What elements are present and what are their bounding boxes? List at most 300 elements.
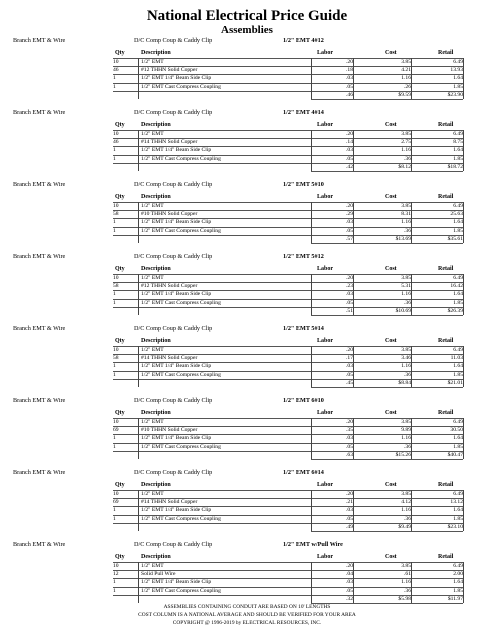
row-labor: .18: [346, 67, 353, 74]
total-labor: .32: [346, 595, 353, 602]
row-cost: .36: [404, 155, 411, 162]
row-cost: 1.16: [401, 219, 411, 226]
row-qty: 1: [113, 227, 116, 234]
row-cost: .26: [404, 83, 411, 90]
row-retail: 16.42: [450, 283, 463, 290]
assembly-section: [0, 396, 494, 468]
row-labor: .03: [346, 219, 353, 226]
row-cost: 3.85: [401, 131, 411, 137]
row-retail: 6.49: [453, 419, 463, 425]
col-labor-header: Labor: [317, 50, 334, 56]
section-header: [0, 540, 494, 549]
row-labor: .05: [346, 83, 353, 90]
row-qty: 58: [113, 355, 119, 362]
row-description: 1/2" EMT 1/4" Beam Side Clip: [141, 579, 212, 586]
row-qty: 1: [113, 579, 116, 586]
section-category: Branch EMT & Wire: [13, 469, 66, 476]
total-cost: $10.69: [395, 307, 411, 314]
row-labor: .03: [346, 579, 353, 586]
row-cost: 4.12: [401, 499, 411, 506]
totals-bottom-rule: [311, 171, 463, 172]
section-method: D/C Comp Coup & Caddy Clip: [134, 325, 213, 332]
col-cost-header: Cost: [385, 410, 397, 416]
footer-note-2: COST COLUMN IS A NATIONAL AVERAGE AND SHOULD BE VERIFIED FOR YOUR AREA: [138, 612, 356, 618]
row-cost: 1.16: [401, 507, 411, 514]
assembly-section: [0, 36, 494, 108]
row-labor: .20: [346, 275, 353, 281]
row-retail: 25.63: [450, 211, 463, 218]
row-qty: 1: [113, 147, 116, 154]
line-items: [113, 490, 463, 523]
row-description: 1/2" EMT: [141, 491, 164, 497]
totals-bottom-rule: [311, 99, 463, 100]
row-cost: 9.89: [401, 427, 411, 434]
row-qty: 1: [113, 219, 116, 226]
row-labor: .03: [346, 75, 353, 82]
total-labor: .46: [346, 91, 353, 98]
row-cost: 3.85: [401, 59, 411, 65]
row-cost: 2.75: [401, 139, 411, 146]
total-labor: .51: [346, 307, 353, 314]
totals-bottom-rule: [311, 315, 463, 316]
total-labor: .45: [346, 379, 353, 386]
row-description: 1/2" EMT: [141, 563, 164, 569]
total-labor: .63: [346, 451, 353, 458]
row-qty: 10: [113, 59, 119, 65]
row-cost: .61: [404, 571, 411, 578]
row-description: 1/2" EMT: [141, 59, 164, 65]
col-retail-header: Retail: [438, 554, 454, 560]
row-retail: 6.49: [453, 275, 463, 281]
row-qty: 1: [113, 75, 116, 82]
column-rule: [463, 418, 464, 459]
row-cost: 3.46: [401, 355, 411, 362]
col-description-header: Description: [141, 266, 171, 272]
total-cost: $9.59: [398, 91, 411, 98]
row-labor: .05: [346, 155, 353, 162]
row-labor: .05: [346, 227, 353, 234]
row-labor: .03: [346, 435, 353, 442]
column-headers: [113, 265, 463, 273]
row-description: 1/2" EMT Cast Compress Coupling: [141, 587, 221, 594]
row-description: 1/2" EMT: [141, 203, 164, 209]
row-retail: 1.85: [453, 299, 463, 306]
row-qty: 46: [113, 139, 119, 146]
section-method: D/C Comp Coup & Caddy Clip: [134, 397, 213, 404]
row-cost: 1.16: [401, 579, 411, 586]
section-category: Branch EMT & Wire: [13, 397, 66, 404]
row-qty: 10: [113, 491, 119, 497]
section-header: [0, 396, 494, 405]
row-cost: 8.31: [401, 211, 411, 218]
total-retail: $18.72: [447, 163, 463, 170]
row-retail: 1.85: [453, 371, 463, 378]
section-category: Branch EMT & Wire: [13, 181, 66, 188]
col-retail-header: Retail: [438, 338, 454, 344]
row-description: Solid Pull Wire: [141, 571, 176, 578]
col-qty-header: Qty: [115, 482, 125, 488]
column-rule: [463, 202, 464, 243]
row-qty: 46: [113, 67, 119, 74]
row-cost: .36: [404, 443, 411, 450]
row-labor: .20: [346, 59, 353, 65]
col-labor-header: Labor: [317, 194, 334, 200]
col-qty-header: Qty: [115, 194, 125, 200]
row-labor: .17: [346, 355, 353, 362]
row-labor: .20: [346, 131, 353, 137]
col-description-header: Description: [141, 554, 171, 560]
col-qty-header: Qty: [115, 50, 125, 56]
column-headers: [113, 121, 463, 129]
row-cost: 1.16: [401, 435, 411, 442]
col-description-header: Description: [141, 50, 171, 56]
row-qty: 1: [113, 435, 116, 442]
assembly-section: [0, 180, 494, 252]
col-labor-header: Labor: [317, 122, 334, 128]
line-items: [113, 130, 463, 163]
col-cost-header: Cost: [385, 50, 397, 56]
col-cost-header: Cost: [385, 194, 397, 200]
row-qty: 10: [113, 347, 119, 353]
row-description: 1/2" EMT 1/4" Beam Side Clip: [141, 507, 212, 514]
row-description: #14 THHN Solid Copper: [141, 499, 198, 506]
row-retail: 6.49: [453, 59, 463, 65]
column-headers: [113, 337, 463, 345]
row-labor: .21: [346, 499, 353, 506]
totals-row: [113, 523, 463, 531]
col-qty-header: Qty: [115, 338, 125, 344]
row-qty: 10: [113, 563, 119, 569]
row-description: #14 THHN Solid Copper: [141, 139, 198, 146]
assembly-section: [0, 108, 494, 180]
row-labor: .04: [346, 571, 353, 578]
col-description-header: Description: [141, 194, 171, 200]
totals-row: [113, 235, 463, 243]
totals-bottom-rule: [311, 459, 463, 460]
row-qty: 69: [113, 427, 119, 434]
row-cost: .36: [404, 227, 411, 234]
col-retail-header: Retail: [438, 50, 454, 56]
row-description: 1/2" EMT 1/4" Beam Side Clip: [141, 435, 212, 442]
section-assembly-name: 1/2" EMT 5#14: [283, 325, 324, 332]
line-items: [113, 418, 463, 451]
assembly-section: [0, 540, 494, 612]
totals-row: [113, 307, 463, 315]
row-cost: 3.85: [401, 203, 411, 209]
row-description: #12 THHN Solid Copper: [141, 67, 198, 74]
col-description-header: Description: [141, 410, 171, 416]
totals-row: [113, 595, 463, 603]
total-retail: $26.39: [447, 307, 463, 314]
row-description: 1/2" EMT 1/4" Beam Side Clip: [141, 147, 212, 154]
section-assembly-name: 1/2" EMT 4#12: [283, 37, 324, 44]
row-qty: 1: [113, 371, 116, 378]
row-qty: 1: [113, 83, 116, 90]
assembly-section: [0, 252, 494, 324]
totals-row: [113, 451, 463, 459]
page-subtitle: Assemblies: [221, 24, 273, 36]
row-retail: 1.85: [453, 443, 463, 450]
row-labor: .29: [346, 211, 353, 218]
row-labor: .03: [346, 147, 353, 154]
col-retail-header: Retail: [438, 194, 454, 200]
section-header: [0, 108, 494, 117]
total-cost: $8.12: [398, 163, 411, 170]
total-labor: .42: [346, 163, 353, 170]
row-qty: 10: [113, 203, 119, 209]
row-retail: 1.64: [453, 219, 463, 226]
section-assembly-name: 1/2" EMT 6#10: [283, 397, 324, 404]
row-qty: 1: [113, 443, 116, 450]
assembly-section: [0, 468, 494, 540]
col-cost-header: Cost: [385, 482, 397, 488]
row-cost: 3.85: [401, 347, 411, 353]
column-rule: [463, 274, 464, 315]
total-labor: .49: [346, 523, 353, 530]
row-retail: 8.75: [453, 139, 463, 146]
row-description: 1/2" EMT Cast Compress Coupling: [141, 443, 221, 450]
section-header: [0, 180, 494, 189]
row-retail: 13.12: [450, 499, 463, 506]
row-labor: .20: [346, 563, 353, 569]
row-retail: 30.50: [450, 427, 463, 434]
row-qty: 69: [113, 499, 119, 506]
column-rule: [463, 562, 464, 603]
column-headers: [113, 193, 463, 201]
col-qty-header: Qty: [115, 266, 125, 272]
row-description: #14 THHN Solid Copper: [141, 355, 198, 362]
row-cost: 1.16: [401, 147, 411, 154]
total-cost: $9.49: [398, 523, 411, 530]
footer-note-1: ASSEMBLIES CONTAINING CONDUIT ARE BASED ON 10' LENGTHS: [163, 604, 331, 610]
row-retail: 1.85: [453, 83, 463, 90]
section-method: D/C Comp Coup & Caddy Clip: [134, 253, 213, 260]
col-description-header: Description: [141, 338, 171, 344]
row-retail: 6.49: [453, 131, 463, 137]
row-labor: .05: [346, 515, 353, 522]
row-labor: .20: [346, 203, 353, 209]
row-qty: 10: [113, 275, 119, 281]
line-items: [113, 58, 463, 91]
row-description: #10 THHN Solid Copper: [141, 427, 198, 434]
col-retail-header: Retail: [438, 122, 454, 128]
row-description: 1/2" EMT Cast Compress Coupling: [141, 371, 221, 378]
row-cost: 1.16: [401, 291, 411, 298]
row-description: 1/2" EMT: [141, 131, 164, 137]
row-description: 1/2" EMT Cast Compress Coupling: [141, 299, 221, 306]
totals-bottom-rule: [311, 531, 463, 532]
col-cost-header: Cost: [385, 554, 397, 560]
column-headers: [113, 409, 463, 417]
col-qty-header: Qty: [115, 122, 125, 128]
section-category: Branch EMT & Wire: [13, 109, 66, 116]
row-cost: .36: [404, 515, 411, 522]
row-description: 1/2" EMT Cast Compress Coupling: [141, 227, 221, 234]
row-description: 1/2" EMT: [141, 275, 164, 281]
total-retail: $11.97: [447, 595, 463, 602]
column-rule: [463, 346, 464, 387]
row-cost: 3.85: [401, 419, 411, 425]
assemblies-list: [0, 36, 494, 612]
row-qty: 1: [113, 507, 116, 514]
section-assembly-name: 1/2" EMT 5#10: [283, 181, 324, 188]
row-qty: 1: [113, 363, 116, 370]
row-cost: 3.85: [401, 491, 411, 497]
row-qty: 12: [113, 571, 119, 578]
row-retail: 1.64: [453, 147, 463, 154]
totals-row: [113, 379, 463, 387]
section-assembly-name: 1/2" EMT 6#14: [283, 469, 324, 476]
column-headers: [113, 49, 463, 57]
section-method: D/C Comp Coup & Caddy Clip: [134, 109, 213, 116]
section-assembly-name: 1/2" EMT 4#14: [283, 109, 324, 116]
row-cost: 5.31: [401, 283, 411, 290]
row-retail: 6.49: [453, 563, 463, 569]
row-labor: .20: [346, 347, 353, 353]
row-retail: 11.03: [450, 355, 463, 362]
page-title: National Electrical Price Guide: [146, 8, 348, 24]
col-description-header: Description: [141, 122, 171, 128]
section-method: D/C Comp Coup & Caddy Clip: [134, 181, 213, 188]
assembly-section: [0, 324, 494, 396]
column-rule: [463, 130, 464, 171]
column-headers: [113, 481, 463, 489]
row-qty: 1: [113, 587, 116, 594]
row-labor: .03: [346, 291, 353, 298]
row-qty: 10: [113, 131, 119, 137]
col-description-header: Description: [141, 482, 171, 488]
row-labor: .03: [346, 507, 353, 514]
column-headers: [113, 553, 463, 561]
row-retail: 1.64: [453, 435, 463, 442]
section-header: [0, 36, 494, 45]
total-retail: $21.01: [447, 379, 463, 386]
row-labor: .20: [346, 491, 353, 497]
row-description: #12 THHN Solid Copper: [141, 283, 198, 290]
row-retail: 1.85: [453, 227, 463, 234]
row-retail: 13.93: [450, 67, 463, 74]
row-labor: .35: [346, 427, 353, 434]
row-retail: 1.64: [453, 291, 463, 298]
section-category: Branch EMT & Wire: [13, 325, 66, 332]
row-retail: 6.49: [453, 203, 463, 209]
row-labor: .05: [346, 443, 353, 450]
row-cost: 1.16: [401, 363, 411, 370]
row-labor: .05: [346, 587, 353, 594]
line-items: [113, 346, 463, 379]
row-qty: 1: [113, 155, 116, 162]
col-labor-header: Labor: [317, 482, 334, 488]
row-description: #10 THHN Solid Copper: [141, 211, 198, 218]
column-rule: [463, 58, 464, 99]
line-items: [113, 202, 463, 235]
row-cost: .36: [404, 371, 411, 378]
row-description: 1/2" EMT 1/4" Beam Side Clip: [141, 75, 212, 82]
row-retail: 6.49: [453, 347, 463, 353]
col-labor-header: Labor: [317, 266, 334, 272]
section-category: Branch EMT & Wire: [13, 541, 66, 548]
row-description: 1/2" EMT 1/4" Beam Side Clip: [141, 291, 212, 298]
totals-row: [113, 91, 463, 99]
section-header: [0, 252, 494, 261]
col-retail-header: Retail: [438, 410, 454, 416]
row-labor: .05: [346, 371, 353, 378]
row-labor: .14: [346, 139, 353, 146]
row-qty: 58: [113, 283, 119, 290]
row-retail: 1.85: [453, 587, 463, 594]
total-cost: $5.98: [398, 595, 411, 602]
col-labor-header: Labor: [317, 410, 334, 416]
col-labor-header: Labor: [317, 554, 334, 560]
totals-bottom-rule: [311, 387, 463, 388]
row-description: 1/2" EMT Cast Compress Coupling: [141, 515, 221, 522]
total-cost: $13.69: [395, 235, 411, 242]
section-assembly-name: 1/2" EMT w/Pull Wire: [283, 541, 343, 548]
row-cost: 3.85: [401, 275, 411, 281]
section-category: Branch EMT & Wire: [13, 253, 66, 260]
section-method: D/C Comp Coup & Caddy Clip: [134, 469, 213, 476]
row-retail: 1.85: [453, 515, 463, 522]
row-cost: .36: [404, 299, 411, 306]
total-retail: $40.47: [447, 451, 463, 458]
section-header: [0, 324, 494, 333]
row-qty: 1: [113, 515, 116, 522]
total-cost: $15.26: [395, 451, 411, 458]
row-retail: 6.49: [453, 491, 463, 497]
row-retail: 2.00: [453, 571, 463, 578]
row-description: 1/2" EMT Cast Compress Coupling: [141, 155, 221, 162]
line-items: [113, 562, 463, 595]
row-retail: 1.64: [453, 363, 463, 370]
total-labor: .57: [346, 235, 353, 242]
row-retail: 1.64: [453, 75, 463, 82]
row-labor: .23: [346, 283, 353, 290]
row-description: 1/2" EMT 1/4" Beam Side Clip: [141, 363, 212, 370]
column-rule: [463, 490, 464, 531]
section-header: [0, 468, 494, 477]
col-retail-header: Retail: [438, 266, 454, 272]
col-cost-header: Cost: [385, 266, 397, 272]
row-labor: .20: [346, 419, 353, 425]
row-cost: 4.21: [401, 67, 411, 74]
row-cost: 1.16: [401, 75, 411, 82]
row-description: 1/2" EMT: [141, 419, 164, 425]
row-retail: 1.64: [453, 579, 463, 586]
total-retail: $23.10: [447, 523, 463, 530]
totals-bottom-rule: [311, 243, 463, 244]
col-qty-header: Qty: [115, 554, 125, 560]
section-assembly-name: 1/2" EMT 5#12: [283, 253, 324, 260]
row-cost: 3.85: [401, 563, 411, 569]
row-labor: .05: [346, 299, 353, 306]
col-cost-header: Cost: [385, 338, 397, 344]
col-qty-header: Qty: [115, 410, 125, 416]
row-qty: 58: [113, 211, 119, 218]
line-items: [113, 274, 463, 307]
row-qty: 10: [113, 419, 119, 425]
section-category: Branch EMT & Wire: [13, 37, 66, 44]
row-qty: 1: [113, 299, 116, 306]
col-cost-header: Cost: [385, 122, 397, 128]
row-description: 1/2" EMT 1/4" Beam Side Clip: [141, 219, 212, 226]
totals-row: [113, 163, 463, 171]
row-cost: .36: [404, 587, 411, 594]
col-labor-header: Labor: [317, 338, 334, 344]
row-qty: 1: [113, 291, 116, 298]
row-retail: 1.64: [453, 507, 463, 514]
total-retail: $35.61: [447, 235, 463, 242]
row-description: 1/2" EMT Cast Compress Coupling: [141, 83, 221, 90]
